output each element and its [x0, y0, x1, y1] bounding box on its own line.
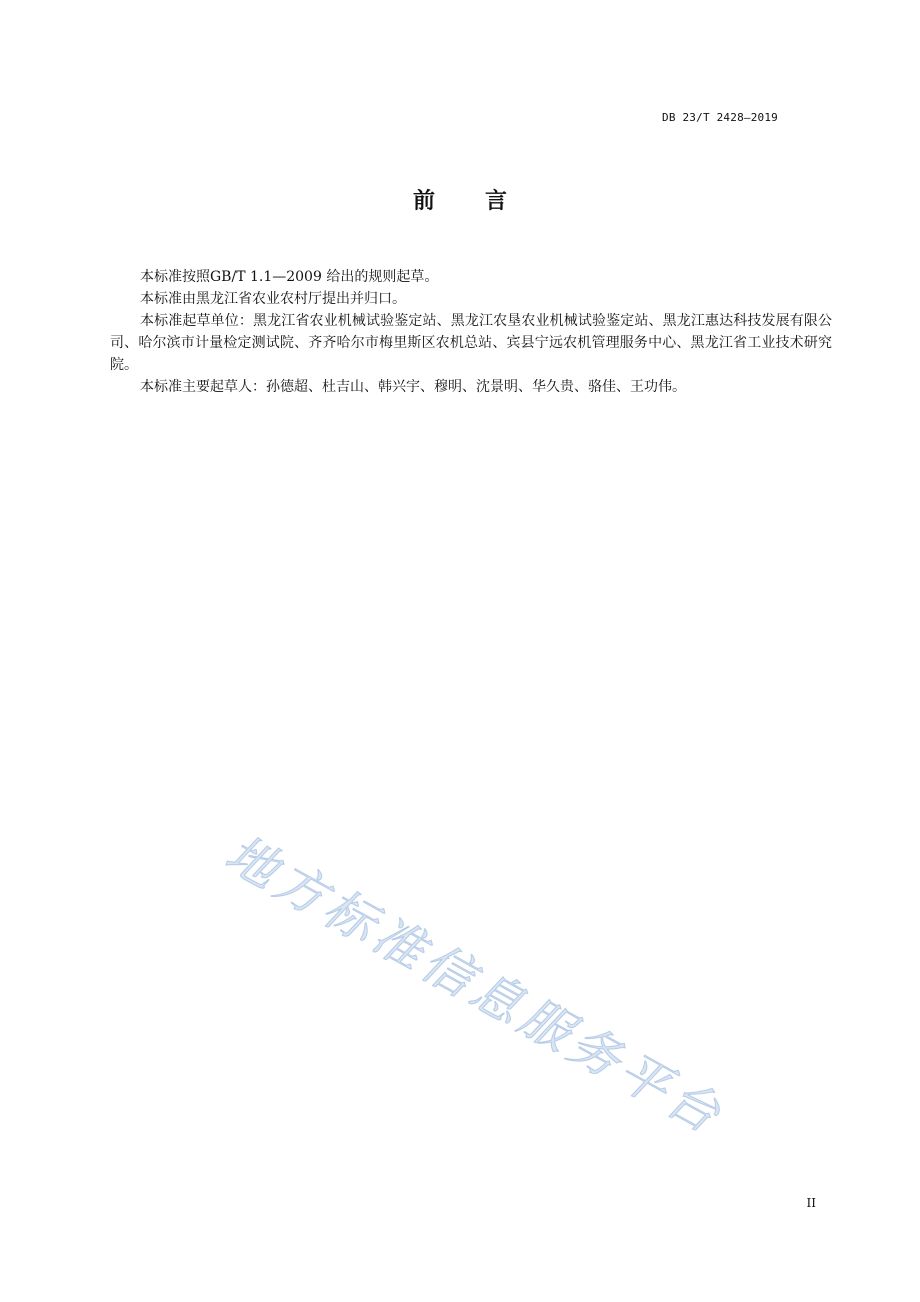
foreword-body — [110, 266, 832, 398]
page-number: II — [806, 1196, 816, 1210]
title-part-1: 前 — [412, 189, 435, 214]
title-part-2: 言 — [485, 189, 508, 214]
paragraph-drafting-rules: 本标准按照GB/T 1.1—2009 给出的规则起草。 — [140, 269, 439, 285]
page-title — [0, 184, 920, 215]
paragraph-drafters: 本标准主要起草人：孙德超、杜吉山、韩兴宇、穆明、沈景明、华久贵、骆佳、王功伟。 — [140, 379, 686, 395]
paragraph-proposer: 本标准由黑龙江省农业农村厅提出并归口。 — [140, 291, 406, 307]
standard-code: DB 23/T 2428—2019 — [662, 111, 778, 124]
watermark-text: 地方标准信息服务平台 — [216, 824, 734, 1147]
paragraph-drafting-units: 本标准起草单位：黑龙江省农业机械试验鉴定站、黑龙江农垦农业机械试验鉴定站、黑龙江惠达科技发展有限公司、哈尔滨市计量检定测试院、齐齐哈尔市梅里斯区农机总站、宾县宁远农机管理服务中心、黑龙江省工业技术研究院。 — [110, 313, 832, 373]
